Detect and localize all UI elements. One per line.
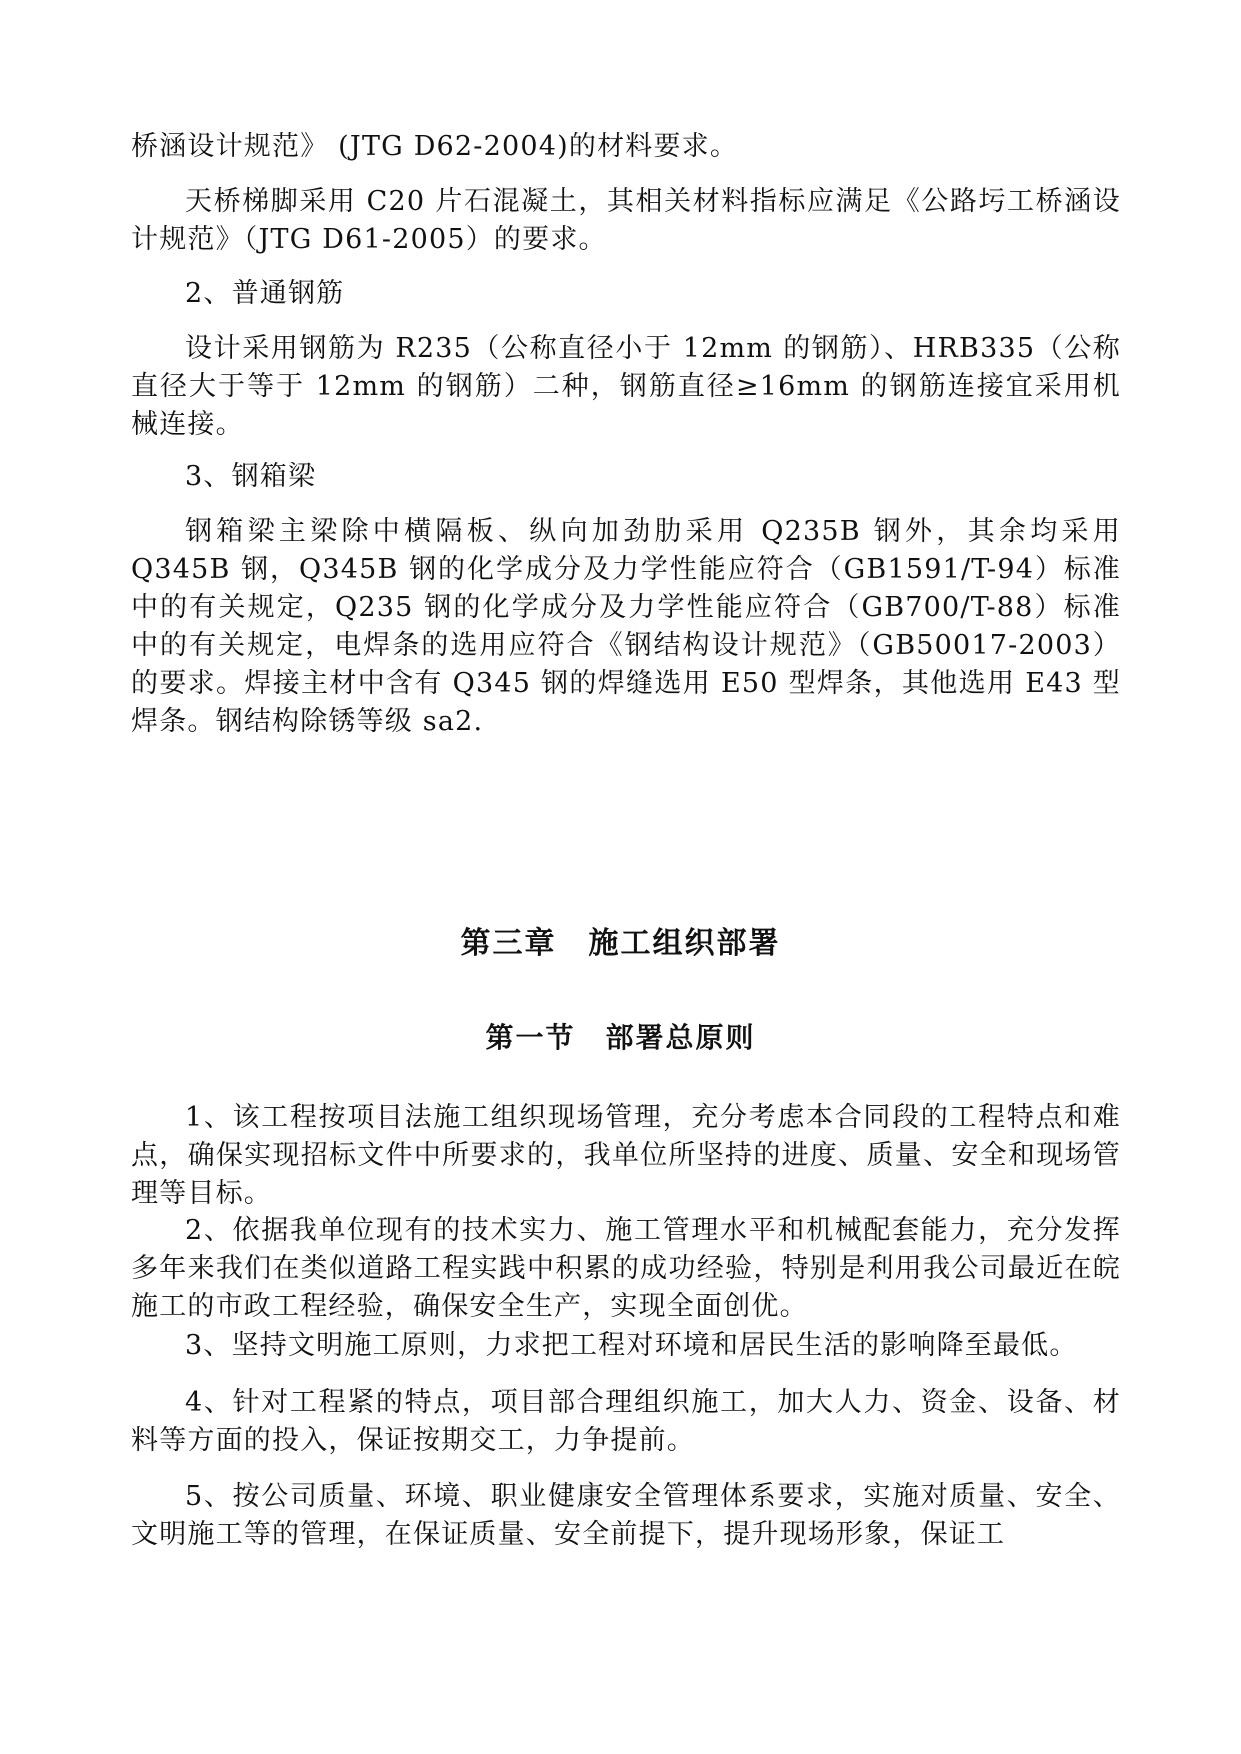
principle-5: 5、按公司质量、环境、职业健康安全管理体系要求，实施对质量、安全、文明施工等的管理，在保证质量、安全前提下，提升现场形象，保证工: [131, 1481, 1121, 1550]
principle-3: 3、坚持文明施工原则，力求把工程对环境和居民生活的影响降至最低。: [185, 1330, 1078, 1361]
principle-1: 1、该工程按项目法施工组织现场管理，充分考虑本合同段的工程特点和难点，确保实现招标文件中所要求的，我单位所坚持的进度、质量、安全和现场管理等目标。: [131, 1102, 1121, 1209]
paragraph-rebar: 设计采用钢筋为 R235（公称直径小于 12mm 的钢筋）、HRB335（公称直径大于等于 12mm 的钢筋）二种，钢筋直径≥16mm 的钢筋连接宜采用机械连接。: [131, 333, 1121, 440]
section-title: 第一节 部署总原则: [485, 1021, 756, 1054]
chapter-title: 第三章 施工组织部署: [460, 926, 781, 961]
subheading-steel-box-girder: 3、钢箱梁: [185, 461, 317, 492]
paragraph-material-requirement: 桥涵设计规范》 (JTG D62-2004)的材料要求。: [131, 131, 739, 162]
principle-2: 2、依据我单位现有的技术实力、施工管理水平和机械配套能力，充分发挥多年来我们在类似道路工程实践中积累的成功经验，特别是利用我公司最近在皖施工的市政工程经验，确保安全生产，实现全面创优。: [131, 1215, 1121, 1322]
paragraph-steel-box-girder: 钢箱梁主梁除中横隔板、纵向加劲肋采用 Q235B 钢外，其余均采用 Q345B 钢，Q345B 钢的化学成分及力学性能应符合（GB1591/T-94）标准中的有关规定，Q235 钢的化学成分及力学性能应符合（GB700/T-88）标准中的有关规定，电焊条的选用应符合《钢结构设计规范》（GB50017-2003）的要求。焊接主材中含有 Q345 钢的焊缝选用 E50 型焊条，其他选用 E43 型焊条。钢结构除锈等级 sa2.: [131, 516, 1121, 737]
paragraph-stair-foot: 天桥梯脚采用 C20 片石混凝土，其相关材料指标应满足《公路圬工桥涵设计规范》（JTG D61-2005）的要求。: [131, 186, 1121, 255]
principle-4: 4、针对工程紧的特点，项目部合理组织施工，加大人力、资金、设备、材料等方面的投入，保证按期交工，力争提前。: [131, 1387, 1121, 1456]
subheading-rebar: 2、普通钢筋: [185, 278, 345, 309]
